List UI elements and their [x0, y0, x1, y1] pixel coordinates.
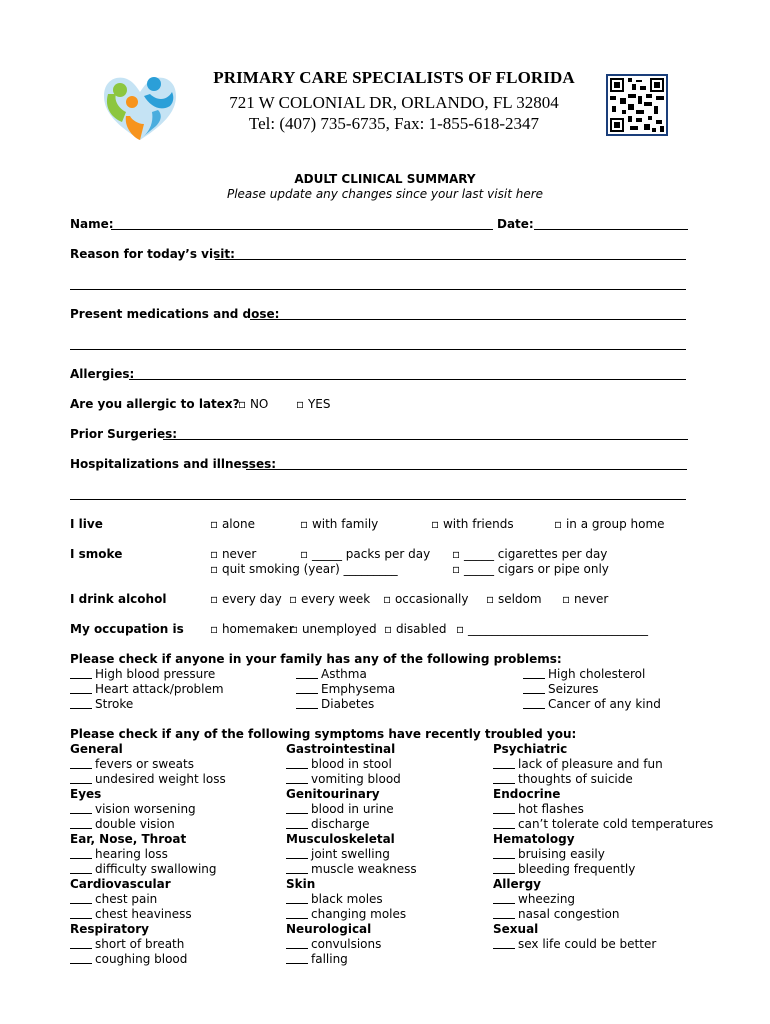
smoke-cigarettes-checkbox[interactable]: ▫ _____ cigarettes per day [452, 547, 608, 561]
checklist-item[interactable] [493, 937, 713, 952]
checklist-item-label: convulsions [311, 937, 382, 951]
checklist-item-label: Heart attack/problem [95, 682, 224, 696]
family-heart-logo [100, 72, 180, 144]
check-blank[interactable] [493, 818, 515, 829]
occupation-disabled-checkbox[interactable]: ▫ disabled [384, 622, 447, 636]
checklist-item-label: difficulty swallowing [95, 862, 217, 876]
check-blank[interactable] [493, 863, 515, 874]
checklist-item-label: vomiting blood [311, 772, 401, 786]
org-name: PRIMARY CARE SPECIALISTS OF FLORIDA [213, 68, 575, 87]
check-blank[interactable] [286, 863, 308, 874]
allergies-label: Allergies: [70, 367, 135, 381]
date-label: Date: [497, 217, 534, 231]
checklist-item-label: undesired weight loss [95, 772, 226, 786]
checklist-item[interactable] [296, 697, 395, 712]
checklist-item[interactable] [493, 907, 713, 922]
hospitalizations-field-2[interactable] [70, 499, 686, 500]
family-col-2 [296, 667, 395, 712]
smoke-packs-checkbox[interactable]: ▫ _____ packs per day [300, 547, 431, 561]
checklist-item[interactable] [286, 862, 417, 877]
checklist-item[interactable] [70, 847, 226, 862]
checklist-item[interactable] [286, 907, 417, 922]
form-title: ADULT CLINICAL SUMMARY [294, 172, 476, 186]
checklist-item-label: wheezing [518, 892, 576, 906]
checklist-item[interactable] [70, 757, 226, 772]
family-heading: Please check if anyone in your family has any of the following problems: [70, 652, 562, 666]
checklist-item[interactable] [70, 802, 226, 817]
symptom-category-heading: Musculoskeletal [286, 832, 395, 846]
checklist-item-label: falling [311, 952, 348, 966]
symptom-category-heading: Skin [286, 877, 316, 891]
symptoms-col-2 [286, 742, 417, 967]
checklist-item-label: vision worsening [95, 802, 196, 816]
symptom-category-heading: Neurological [286, 922, 372, 936]
checklist-item[interactable] [523, 682, 661, 697]
symptom-category-heading: Gastrointestinal [286, 742, 396, 756]
symptoms-col-1 [70, 742, 226, 967]
check-blank[interactable] [286, 848, 308, 859]
checklist-item[interactable] [493, 862, 713, 877]
check-blank[interactable] [493, 908, 515, 919]
alcohol-every-day-checkbox[interactable]: ▫ every day [210, 592, 282, 606]
checklist-item-label: joint swelling [311, 847, 390, 861]
check-blank[interactable] [296, 698, 318, 709]
latex-label: Are you allergic to latex? [70, 397, 240, 411]
occupation-unemployed-checkbox[interactable]: ▫ unemployed [290, 622, 377, 636]
check-blank[interactable] [493, 803, 515, 814]
check-blank[interactable] [70, 698, 92, 709]
checklist-item[interactable] [70, 952, 226, 967]
check-blank[interactable] [286, 803, 308, 814]
occupation-other-field[interactable]: ▫ ______________________________ [456, 622, 648, 636]
checklist-item[interactable] [286, 757, 417, 772]
check-blank[interactable] [286, 908, 308, 919]
check-blank[interactable] [286, 953, 308, 964]
checklist-item-label: can’t tolerate cold temperatures [518, 817, 714, 831]
family-col-1 [70, 667, 224, 712]
checklist-item-label: short of breath [95, 937, 185, 951]
occupation-label: My occupation is [70, 622, 184, 636]
checklist-item[interactable] [523, 667, 661, 682]
check-blank[interactable] [286, 893, 308, 904]
checklist-item[interactable] [286, 847, 417, 862]
checklist-item-label: Seizures [548, 682, 599, 696]
symptom-category-heading: Cardiovascular [70, 877, 171, 891]
check-blank[interactable] [493, 758, 515, 769]
checklist-item-label: hearing loss [95, 847, 168, 861]
smoke-quit-checkbox[interactable]: ▫ quit smoking (year) _________ [210, 562, 398, 576]
check-blank[interactable] [70, 848, 92, 859]
smoke-label: I smoke [70, 547, 123, 561]
form-subtitle: Please update any changes since your last visit here [226, 187, 544, 201]
checklist-item[interactable] [70, 772, 226, 787]
smoke-cigars-checkbox[interactable]: ▫ _____ cigars or pipe only [452, 562, 609, 576]
symptom-category-heading: Respiratory [70, 922, 149, 936]
check-blank[interactable] [493, 893, 515, 904]
live-group-home-checkbox[interactable]: ▫ in a group home [554, 517, 665, 531]
allergies-field[interactable] [129, 379, 686, 380]
checklist-item[interactable] [70, 697, 224, 712]
check-blank[interactable] [523, 668, 545, 679]
check-blank[interactable] [286, 773, 308, 784]
live-family-checkbox[interactable]: ▫ with family [300, 517, 379, 531]
live-friends-checkbox[interactable]: ▫ with friends [431, 517, 514, 531]
checklist-item-label: fevers or sweats [95, 757, 194, 771]
symptom-category-heading: General [70, 742, 123, 756]
check-blank[interactable] [286, 818, 308, 829]
checklist-item[interactable] [493, 772, 713, 787]
checklist-item-label: chest pain [95, 892, 158, 906]
checklist-item[interactable] [286, 772, 417, 787]
symptom-category-heading: Genitourinary [286, 787, 380, 801]
latex-yes-checkbox[interactable]: ▫ YES [296, 397, 331, 411]
checklist-item[interactable] [70, 937, 226, 952]
checklist-item-label: bleeding frequently [518, 862, 636, 876]
checklist-item[interactable] [70, 862, 226, 877]
checklist-item-label: coughing blood [95, 952, 188, 966]
check-blank[interactable] [70, 803, 92, 814]
checklist-item[interactable] [70, 907, 226, 922]
name-field[interactable] [111, 229, 493, 230]
checklist-item-label: lack of pleasure and fun [518, 757, 663, 771]
checklist-item[interactable] [70, 892, 226, 907]
checklist-item-label: changing moles [311, 907, 407, 921]
name-label: Name: [70, 217, 114, 231]
check-blank[interactable] [70, 893, 92, 904]
checklist-item[interactable] [493, 847, 713, 862]
alcohol-seldom-checkbox[interactable]: ▫ seldom [486, 592, 542, 606]
checklist-item-label: double vision [95, 817, 175, 831]
smoke-never-checkbox[interactable]: ▫ never [210, 547, 257, 561]
check-blank[interactable] [70, 773, 92, 784]
alcohol-never-checkbox[interactable]: ▫ never [562, 592, 609, 606]
symptom-category-heading: Hematology [493, 832, 575, 846]
surgeries-field[interactable] [163, 439, 688, 440]
org-address: 721 W COLONIAL DR, ORLANDO, FL 32804 [229, 93, 559, 112]
org-contact: Tel: (407) 735-6735, Fax: 1-855-618-2347 [248, 114, 540, 133]
check-blank[interactable] [286, 758, 308, 769]
check-blank[interactable] [493, 773, 515, 784]
check-blank[interactable] [70, 953, 92, 964]
date-field[interactable] [534, 229, 688, 230]
check-blank[interactable] [70, 683, 92, 694]
live-label: I live [70, 517, 103, 531]
checklist-item[interactable] [70, 667, 224, 682]
check-blank[interactable] [296, 683, 318, 694]
checklist-item[interactable] [493, 802, 713, 817]
symptom-category-heading: Eyes [70, 787, 102, 801]
checklist-item[interactable] [493, 757, 713, 772]
qr-code-icon [606, 74, 668, 136]
checklist-item[interactable] [286, 892, 417, 907]
checklist-item-label: High blood pressure [95, 667, 216, 681]
occupation-homemaker-checkbox[interactable]: ▫ homemaker [210, 622, 294, 636]
checklist-item[interactable] [523, 697, 661, 712]
check-blank[interactable] [296, 668, 318, 679]
checklist-item-label: chest heaviness [95, 907, 192, 921]
check-blank[interactable] [523, 698, 545, 709]
symptom-category-heading: Psychiatric [493, 742, 568, 756]
checklist-item-label: Asthma [321, 667, 367, 681]
checklist-item[interactable] [296, 667, 395, 682]
checklist-item-label: hot flashes [518, 802, 584, 816]
medications-field-2[interactable] [70, 349, 686, 350]
checklist-item-label: Diabetes [321, 697, 375, 711]
medications-field[interactable] [250, 319, 686, 320]
checklist-item[interactable] [493, 892, 713, 907]
check-blank[interactable] [70, 818, 92, 829]
checklist-item[interactable] [493, 817, 713, 832]
live-alone-checkbox[interactable]: ▫ alone [210, 517, 255, 531]
symptom-category-heading: Ear, Nose, Throat [70, 832, 187, 846]
latex-no-checkbox[interactable]: ▫ NO [238, 397, 269, 411]
symptom-category-heading: Endocrine [493, 787, 561, 801]
checklist-item-label: discharge [311, 817, 370, 831]
checklist-item-label: bruising easily [518, 847, 605, 861]
checklist-item[interactable] [286, 802, 417, 817]
symptoms-heading: Please check if any of the following symptoms have recently troubled you: [70, 727, 577, 741]
checklist-item-label: black moles [311, 892, 383, 906]
checklist-item[interactable] [286, 937, 417, 952]
checklist-item-label: nasal congestion [518, 907, 620, 921]
checklist-item[interactable] [286, 817, 417, 832]
checklist-item[interactable] [70, 682, 224, 697]
check-blank[interactable] [286, 938, 308, 949]
check-blank[interactable] [493, 938, 515, 949]
checklist-item-label: blood in stool [311, 757, 392, 771]
check-blank[interactable] [70, 908, 92, 919]
checklist-item-label: Stroke [95, 697, 134, 711]
checklist-item-label: Emphysema [321, 682, 396, 696]
check-blank[interactable] [523, 683, 545, 694]
reason-label: Reason for today’s visit: [70, 247, 235, 261]
alcohol-label: I drink alcohol [70, 592, 167, 606]
check-blank[interactable] [493, 848, 515, 859]
checklist-item[interactable] [286, 952, 417, 967]
check-blank[interactable] [70, 668, 92, 679]
reason-field-2[interactable] [70, 289, 686, 290]
symptoms-col-3 [493, 742, 713, 952]
check-blank[interactable] [70, 863, 92, 874]
hospitalizations-label: Hospitalizations and illnesses: [70, 457, 277, 471]
hospitalizations-field[interactable] [246, 469, 687, 470]
medications-label: Present medications and dose: [70, 307, 280, 321]
alcohol-every-week-checkbox[interactable]: ▫ every week [289, 592, 371, 606]
check-blank[interactable] [70, 758, 92, 769]
checklist-item-label: thoughts of suicide [518, 772, 633, 786]
reason-field[interactable] [215, 259, 686, 260]
symptom-category-heading: Allergy [493, 877, 541, 891]
symptom-category-heading: Sexual [493, 922, 539, 936]
check-blank[interactable] [70, 938, 92, 949]
checklist-item-label: High cholesterol [548, 667, 646, 681]
checklist-item[interactable] [70, 817, 226, 832]
checklist-item[interactable] [296, 682, 395, 697]
checklist-item-label: sex life could be better [518, 937, 657, 951]
checklist-item-label: muscle weakness [311, 862, 417, 876]
checklist-item-label: blood in urine [311, 802, 394, 816]
alcohol-occasionally-checkbox[interactable]: ▫ occasionally [383, 592, 469, 606]
surgeries-label: Prior Surgeries: [70, 427, 178, 441]
family-col-3 [523, 667, 661, 712]
checklist-item-label: Cancer of any kind [548, 697, 661, 711]
